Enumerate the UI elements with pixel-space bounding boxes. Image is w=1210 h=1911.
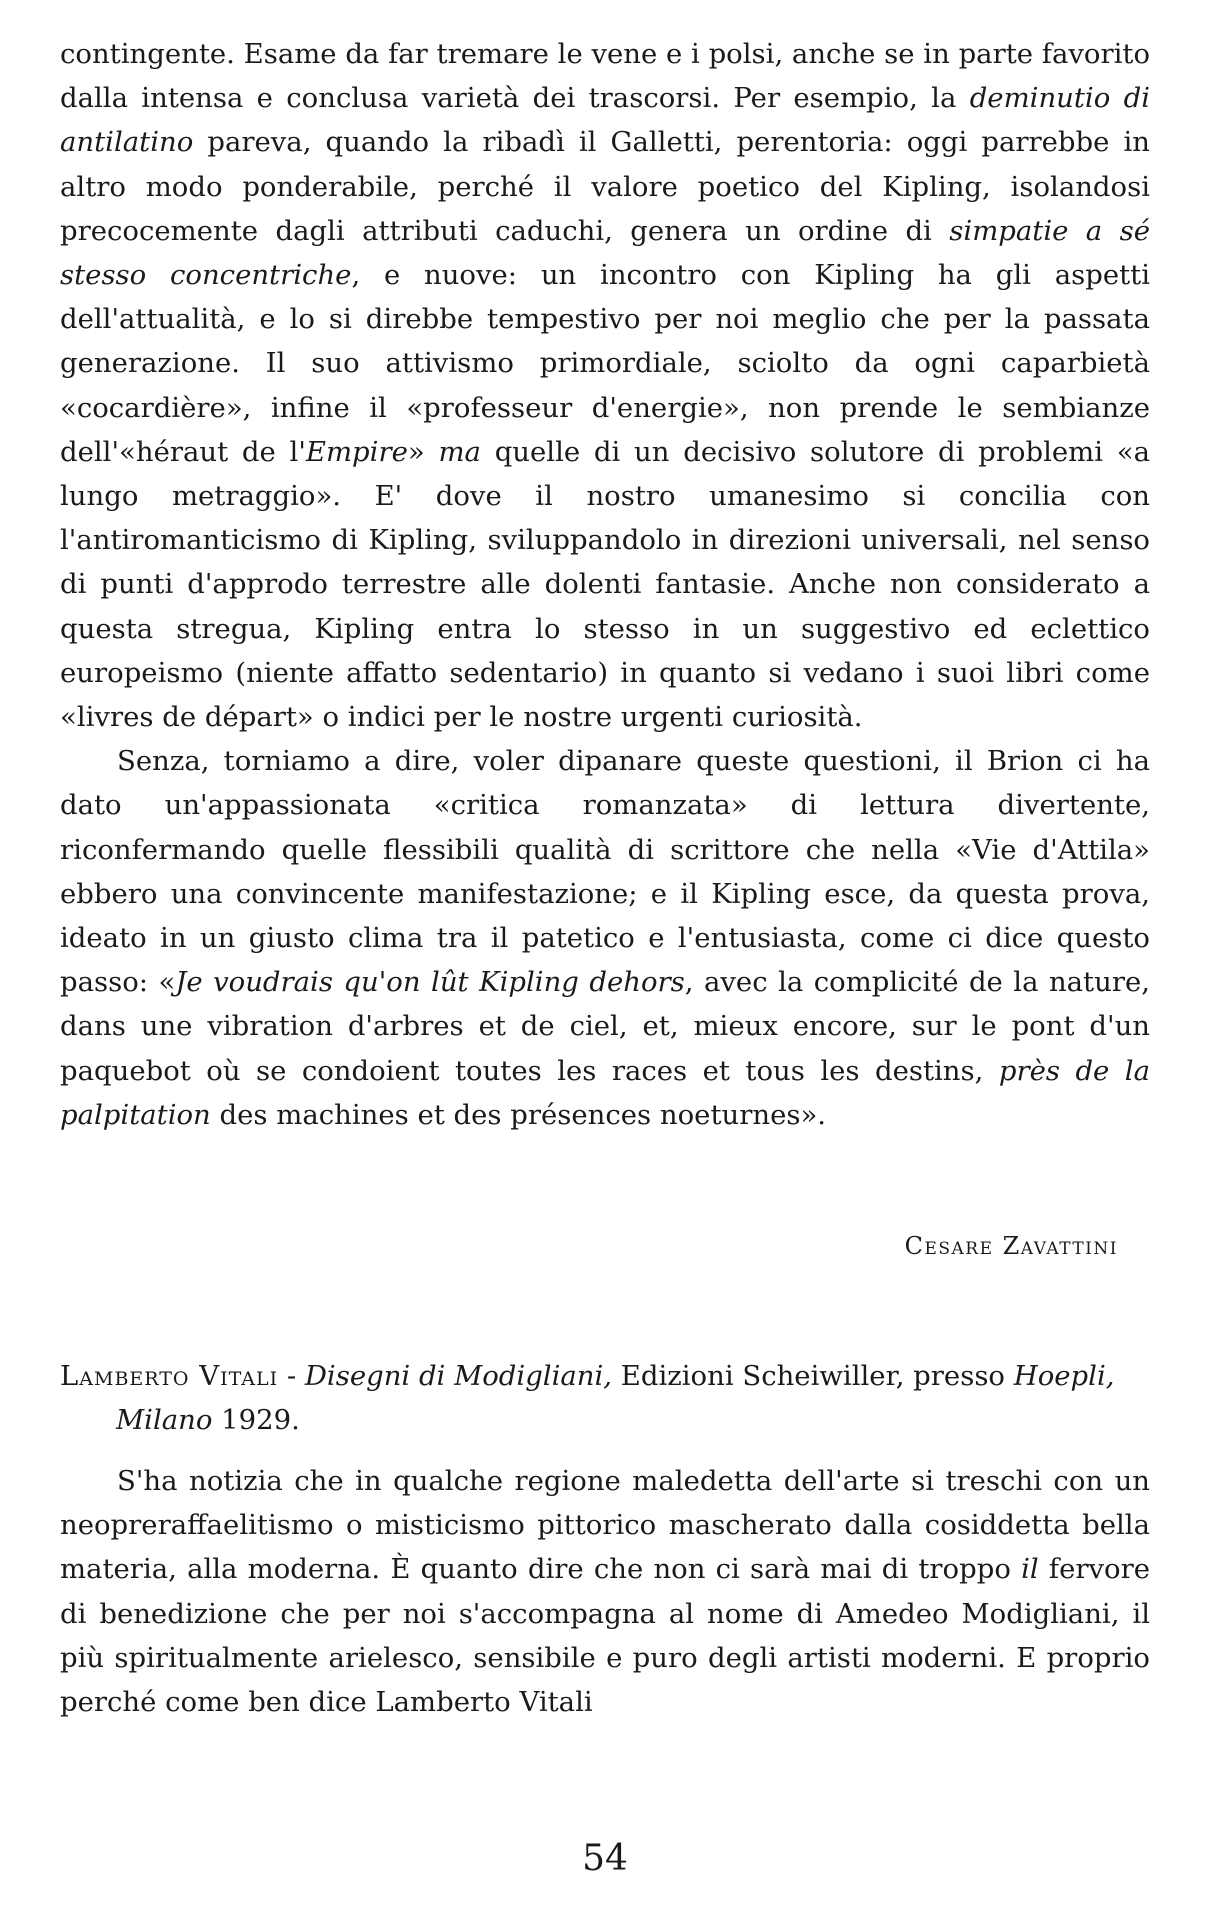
review-title: Disegni di Modigliani, — [304, 1360, 613, 1392]
review-publisher: Edizioni Scheiwiller, presso — [612, 1360, 1014, 1392]
paragraph-modigliani: S'ha notizia che in qualche regione maledetta dell'arte si treschi con un neopreraffaelitismo o misticismo pittorico mascherato dalla cosiddetta bella materia, alla moderna. È quanto dire che non ci sarà mai di troppo il fervore di benedizione che per noi s'accompagna al nome di Amedeo Modigliani, il più spiritualmente arielesco, sensibile e puro degli artisti moderni. E proprio perché come ben dice Lamberto Vitali — [60, 1465, 1150, 1719]
article-body-top — [60, 32, 1150, 1137]
signature: Cesare Zavattini — [904, 1232, 1118, 1260]
review-author: Lamberto Vitali — [60, 1360, 279, 1392]
review-place: Hoepli, Milano — [116, 1360, 1115, 1436]
paragraph-kipling-1: contingente. Esame da far tremare le vene e i polsi, anche se in parte favorito dalla intensa e conclusa varietà dei trascorsi. Per esempio, la deminutio di antilatino pareva, quando la ribadì il Galletti, perentoria: oggi parrebbe in altro modo ponderabile, perché il valore poetico del Kipling, isolandosi precocemente dagli attributi caduchi, genera un ordine di simpatie a sé stesso concentriche, e nuove: un incontro con Kipling ha gli aspetti dell'attualità, e lo si direbbe tempestivo per noi meglio che per la passata generazione. Il suo attivismo primordiale, sciolto da ogni caparbietà «cocardière», infine il «professeur d'energie», non prende le sembianze dell'«héraut de l'Empire» ma quelle di un decisivo solutore di problemi «a lungo metraggio». E' dove il nostro umanesimo si concilia con l'antiromanticismo di Kipling, sviluppandolo in direzioni universali, nel senso di punti d'approdo terrestre alle dolenti fantasie. Anche non considerato a questa stregua, Kipling entra lo stesso in un suggestivo ed eclettico europeismo (niente affatto sedentario) in quanto si vedano i suoi libri come «livres de départ» o indici per le nostre urgenti curiosità. — [60, 38, 1151, 734]
page-number: 54 — [582, 1838, 628, 1879]
review-heading: Lamberto Vitali - Disegni di Modigliani, Edizioni Scheiwiller, presso Hoepli, Milano 1929. — [60, 1360, 1115, 1436]
review-body — [60, 1459, 1150, 1724]
paragraph-kipling-2: Senza, torniamo a dire, voler dipanare queste questioni, il Brion ci ha dato un'appassionata «critica romanzata» di lettura divertente, riconfermando quelle flessibili qualità di scrittore che nella «Vie d'Attila» ebbero una convincente manifestazione; e il Kipling esce, da questa prova, ideato in un giusto clima tra il patetico e l'entusiasta, come ci dice questo passo: «Je voudrais qu'on lût Kipling dehors, avec la complicité de la nature, dans une vibration d'arbres et de ciel, et, mieux encore, sur le pont d'un paquebot où se condoient toutes les races et tous les destins, près de la palpitation des machines et des présences noeturnes». — [60, 745, 1150, 1131]
review-year: 1929. — [212, 1404, 300, 1436]
